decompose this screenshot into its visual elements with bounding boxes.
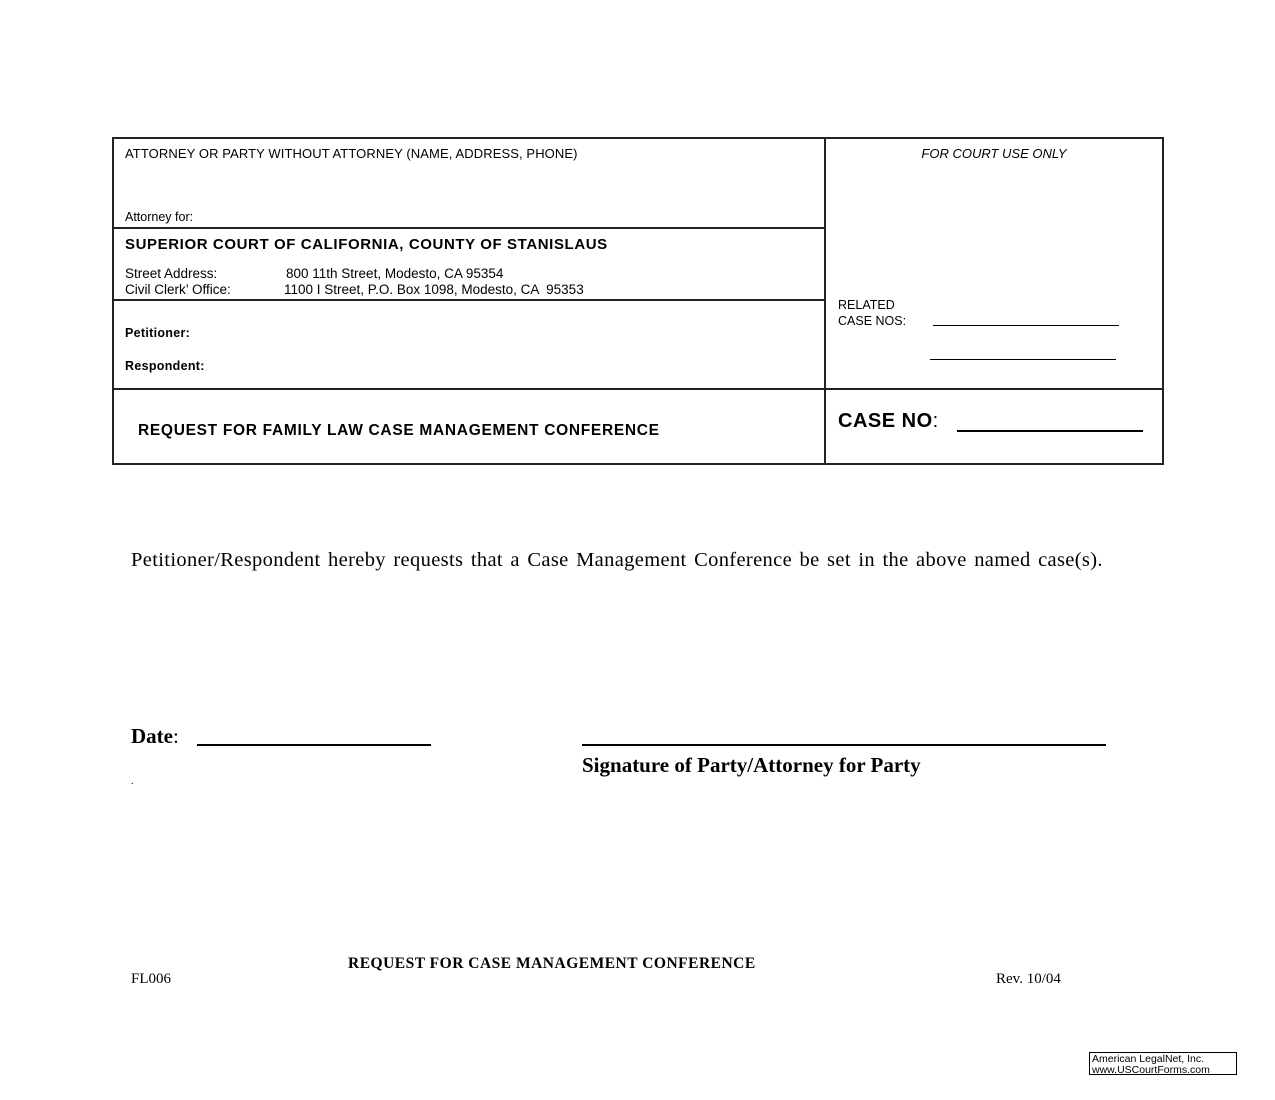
case-no-field[interactable] [957,414,1143,432]
street-address-value: 800 11th Street, Modesto, CA 95354 [286,266,504,281]
respondent-field[interactable] [232,355,815,375]
caption-column-divider [824,137,826,465]
form-number: FL006 [131,971,172,987]
attorney-header: ATTORNEY OR PARTY WITHOUT ATTORNEY (NAME, ADDRESS, PHONE) [125,146,578,161]
form-title: REQUEST FOR FAMILY LAW CASE MANAGEMENT CONFERENCE [138,422,660,439]
signature-label: Signature of Party/Attorney for Party [582,753,921,777]
related-case-no-field-1[interactable] [933,312,1119,326]
clerk-office-label: Civil Clerk’ Office: [125,282,231,297]
date-text: Date [131,724,173,748]
petitioner-label: Petitioner: [125,326,191,340]
related-label [838,297,906,329]
related-case-no-field-2[interactable] [930,346,1116,360]
watermark-line1: American LegalNet, Inc. [1092,1053,1205,1065]
case-no-label [838,410,939,433]
case-no-text: CASE NO [838,410,933,432]
date-field[interactable] [197,728,431,746]
signature-field[interactable] [582,728,1106,746]
court-section-divider [112,299,825,301]
related-label-line1: RELATED [838,298,895,312]
petitioner-field[interactable] [215,322,815,342]
request-text: Petitioner/Respondent hereby requests that a Case Management Conference be set in the above named case(s). [131,549,1103,571]
date-colon: : [172,724,179,748]
watermark-box [1089,1052,1237,1075]
stray-dot: . [131,776,134,787]
related-label-line2: CASE NOS: [838,314,907,328]
case-no-colon: : [932,410,939,432]
attorney-for-label: Attorney for: [125,210,194,224]
attorney-info-field[interactable] [120,164,818,206]
footer-title: REQUEST FOR CASE MANAGEMENT CONFERENCE [348,955,756,972]
street-address-label: Street Address: [125,266,218,281]
court-use-label: FOR COURT USE ONLY [921,146,1067,161]
revision: Rev. 10/04 [996,971,1061,987]
title-row-divider [112,388,1164,390]
court-name: SUPERIOR COURT OF CALIFORNIA, COUNTY OF STANISLAUS [125,236,608,253]
attorney-section-divider [112,227,825,229]
clerk-office-value: 1100 I Street, P.O. Box 1098, Modesto, CA 95353 [284,282,584,297]
watermark-line2: www.USCourtForms.com [1092,1063,1210,1076]
respondent-label: Respondent: [125,359,205,373]
date-label [131,724,179,749]
